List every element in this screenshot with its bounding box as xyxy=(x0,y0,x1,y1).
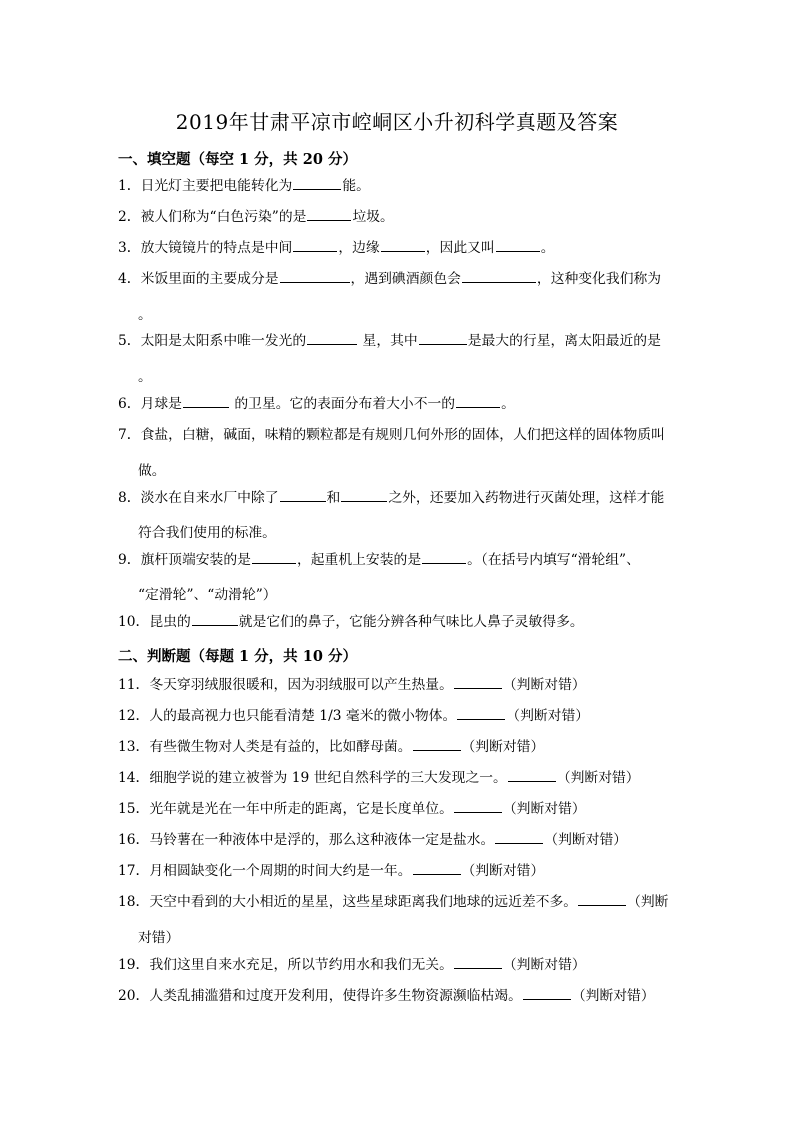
answer-blank[interactable] xyxy=(293,237,337,252)
question-19: 19．我们这里自来水充足，所以节约用水和我们无关。 （判断对错） xyxy=(118,950,678,981)
question-8: 8．淡水在自来水厂中除了 和 之外，还要加入药物进行灭菌处理，这样才能 xyxy=(118,483,678,514)
question-8-continuation: 符合我们使用的标准。 xyxy=(138,525,276,541)
question-18: 18．天空中看到的大小相近的星星，这些星球距离我们地球的远近差不多。 （判断 xyxy=(118,887,678,918)
answer-blank[interactable] xyxy=(381,237,425,252)
question-number: 3． xyxy=(118,240,141,256)
question-number: 2． xyxy=(118,209,141,225)
question-number: 13． xyxy=(118,739,150,755)
question-18-continuation: 对错） xyxy=(138,930,180,946)
question-number: 16． xyxy=(118,832,150,848)
question-20: 20．人类乱捕滥猎和过度开发利用，使得许多生物资源濒临枯竭。 （判断对错） xyxy=(118,981,678,1012)
question-number: 10． xyxy=(118,614,150,630)
answer-blank[interactable] xyxy=(413,860,461,875)
question-number: 7． xyxy=(118,427,141,443)
answer-blank[interactable] xyxy=(183,393,229,408)
answer-blank[interactable] xyxy=(252,549,296,564)
question-number: 18． xyxy=(118,894,150,910)
question-4-continuation: 。 xyxy=(138,307,152,323)
answer-blank[interactable] xyxy=(578,891,626,906)
answer-blank[interactable] xyxy=(508,767,556,782)
question-5-continuation: 。 xyxy=(138,369,152,385)
question-1: 1．日光灯主要把电能转化为 能。 xyxy=(118,171,678,202)
section-heading-true-false: 二、判断题（每题 1 分，共 10 分） xyxy=(118,648,357,665)
answer-blank[interactable] xyxy=(456,393,500,408)
answer-blank[interactable] xyxy=(413,736,461,751)
question-11: 11．冬天穿羽绒服很暖和，因为羽绒服可以产生热量。 （判断对错） xyxy=(118,670,678,701)
question-number: 11． xyxy=(118,677,150,693)
question-number: 1． xyxy=(118,178,141,194)
question-number: 6． xyxy=(118,396,141,412)
section-heading-fill-in: 一、填空题（每空 1 分，共 20 分） xyxy=(118,151,357,168)
question-16: 16．马铃薯在一种液体中是浮的，那么这种液体一定是盐水。 （判断对错） xyxy=(118,825,678,856)
question-7: 7．食盐，白糖，碱面，味精的颗粒都是有规则几何外形的固体，人们把这样的固体物质叫 xyxy=(118,420,678,451)
question-number: 8． xyxy=(118,490,141,506)
page-title: 2019年甘肃平凉市崆峒区小升初科学真题及答案 xyxy=(175,110,619,134)
answer-blank[interactable] xyxy=(454,954,502,969)
answer-blank[interactable] xyxy=(307,206,351,221)
question-number: 20． xyxy=(118,988,150,1004)
answer-blank[interactable] xyxy=(419,330,467,345)
answer-blank[interactable] xyxy=(462,268,536,283)
answer-blank[interactable] xyxy=(454,798,502,813)
question-13: 13．有些微生物对人类是有益的，比如酵母菌。 （判断对错） xyxy=(118,732,678,763)
answer-blank[interactable] xyxy=(422,549,466,564)
question-number: 5． xyxy=(118,333,141,349)
question-9-continuation: “定滑轮”、“动滑轮”） xyxy=(138,587,277,603)
question-17: 17．月相圆缺变化一个周期的时间大约是一年。 （判断对错） xyxy=(118,856,678,887)
answer-blank[interactable] xyxy=(192,611,238,626)
question-7-continuation: 做。 xyxy=(138,463,166,479)
answer-blank[interactable] xyxy=(307,330,357,345)
question-12: 12．人的最高视力也只能看清楚 1/3 毫米的微小物体。 （判断对错） xyxy=(118,701,678,732)
question-2: 2．被人们称为“白色污染”的是 垃圾。 xyxy=(118,202,678,233)
answer-blank[interactable] xyxy=(341,487,387,502)
question-number: 9． xyxy=(118,552,141,568)
question-number: 12． xyxy=(118,708,150,724)
answer-blank[interactable] xyxy=(495,829,543,844)
answer-blank[interactable] xyxy=(293,175,341,190)
question-3: 3．放大镜镜片的特点是中间 ，边缘 ，因此又叫 。 xyxy=(118,233,678,264)
answer-blank[interactable] xyxy=(457,705,505,720)
answer-blank[interactable] xyxy=(454,674,502,689)
question-6: 6．月球是 的卫星。它的表面分布着大小不一的 。 xyxy=(118,389,678,420)
question-9: 9．旗杆顶端安装的是 ，起重机上安装的是 。（在括号内填写“滑轮组”、 xyxy=(118,545,678,576)
question-5: 5．太阳是太阳系中唯一发光的 星，其中 是最大的行星，离太阳最近的是 xyxy=(118,326,678,357)
question-number: 19． xyxy=(118,957,150,973)
answer-blank[interactable] xyxy=(496,237,540,252)
answer-blank[interactable] xyxy=(280,268,350,283)
question-number: 17． xyxy=(118,863,150,879)
question-4: 4．米饭里面的主要成分是 ，遇到碘酒颜色会 ，这种变化我们称为 xyxy=(118,264,678,295)
question-10: 10．昆虫的 就是它们的鼻子，它能分辨各种气味比人鼻子灵敏得多。 xyxy=(118,607,678,638)
question-15: 15．光年就是光在一年中所走的距离，它是长度单位。 （判断对错） xyxy=(118,794,678,825)
question-number: 14． xyxy=(118,770,150,786)
answer-blank[interactable] xyxy=(523,985,571,1000)
answer-blank[interactable] xyxy=(280,487,326,502)
question-number: 4． xyxy=(118,271,141,287)
question-14: 14．细胞学说的建立被誉为 19 世纪自然科学的三大发现之一。 （判断对错） xyxy=(118,763,678,794)
question-number: 15． xyxy=(118,801,150,817)
